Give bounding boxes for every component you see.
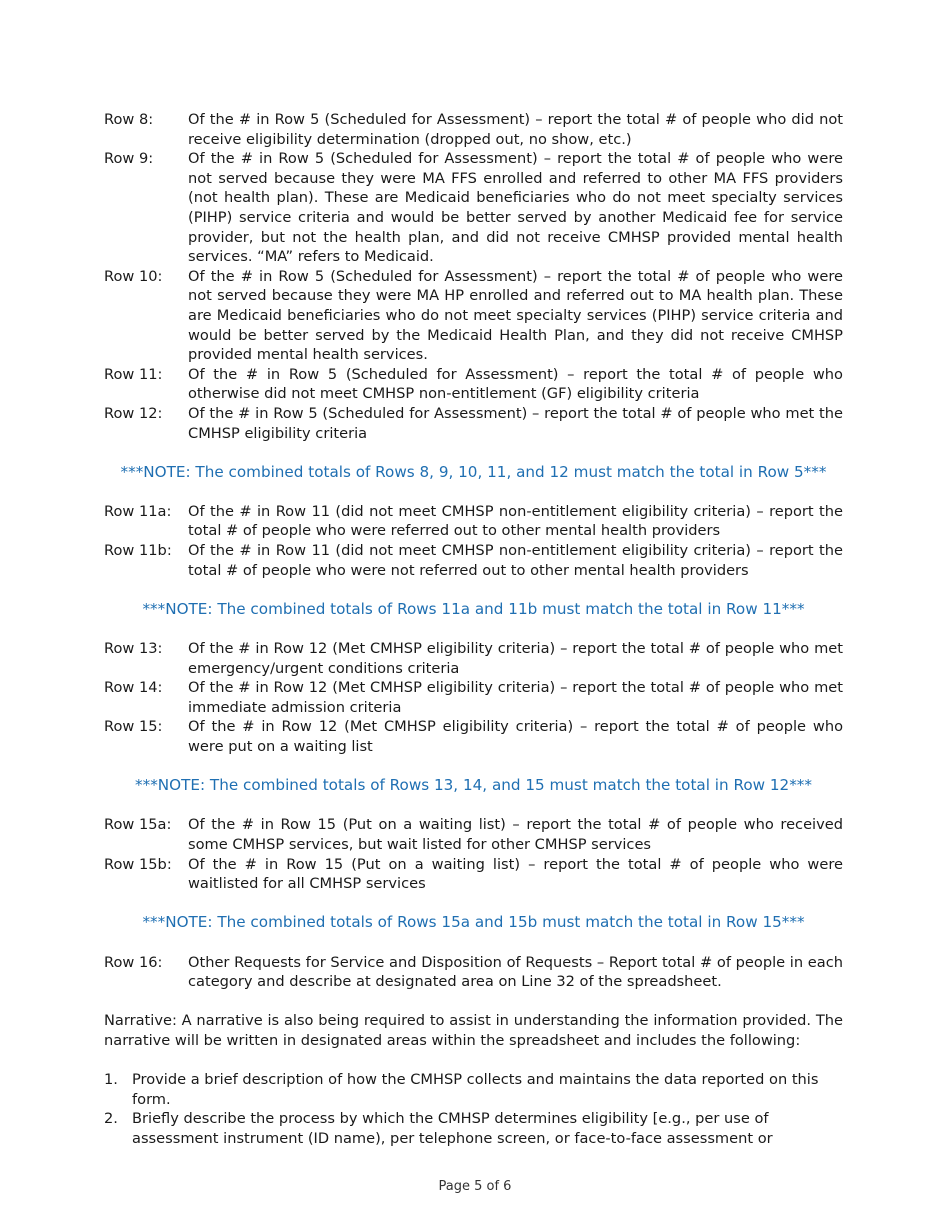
row-item [104,815,843,854]
list-text: Provide a brief description of how the CMHSP collects and maintains the data reported on this form. [132,1071,819,1108]
row-description: Of the # in Row 12 (Met CMHSP eligibility criteria) – report the total # of people who met immediate admission criteria [188,679,843,716]
row-description: Of the # in Row 12 (Met CMHSP eligibility criteria) – report the total # of people who were put on a waiting list [188,718,843,755]
row-description: Of the # in Row 5 (Scheduled for Assessment) – report the total # of people who were not served because they were MA HP enrolled and referred out to MA health plan. These are Medicaid beneficiaries who do not meet specialty services (PIHP) service criteria and would be better served by the Medicaid Health Plan, and they did not receive CMHSP provided mental health services. [188,267,843,364]
row-description: Of the # in Row 5 (Scheduled for Assessment) – report the total # of people who did not receive eligibility determination (dropped out, no show, etc.) [188,111,843,148]
row-label: Row 9: [104,150,154,168]
note-rows-11a-11b: ***NOTE: The combined totals of Rows 11a and 11b must match the total in Row 11*** [142,599,805,618]
list-text: Briefly describe the process by which the CMHSP determines eligibility [e.g., per use of assessment instrument (ID name), per telephone screen, or face-to-face assessment or [132,1110,773,1147]
page-number-footer: Page 5 of 6 [438,1179,512,1194]
row-label: Row 15b: [104,855,172,873]
list-number: 1. [104,1071,118,1089]
row-label: Row 12: [104,404,163,422]
narrative-paragraph: Narrative: A narrative is also being required to assist in understanding the information provided. The narrative will be written in designated areas within the spreadsheet and includes the following: [104,1012,843,1049]
row-label: Row 15a: [104,816,172,834]
row-item [104,404,843,443]
row-item [104,502,843,541]
document-page [104,110,843,1148]
row-item [104,717,843,756]
row-label: Row 13: [104,640,163,658]
note-rows-13-15: ***NOTE: The combined totals of Rows 13, 14, and 15 must match the total in Row 12*** [135,776,812,795]
row-label: Row 11: [104,365,163,383]
row-item [104,639,843,678]
row-description: Of the # in Row 11 (did not meet CMHSP non-entitlement eligibility criteria) – report the total # of people who were referred out to other mental health providers [188,502,843,540]
row-label: Row 16: [104,953,163,971]
row-description: Of the # in Row 5 (Scheduled for Assessment) – report the total # of people who were not served because they were MA FFS enrolled and referred to other MA FFS providers (not health plan). These are Medicaid beneficiaries who do not meet specialty services (PIHP) service criteria and would be better served by another Medicaid fee for service provider, but not the health plan, and did not receive CMHSP provided mental health services. “MA” refers to Medicaid. [188,150,843,266]
row-item [104,855,843,894]
note-rows-15a-15b: ***NOTE: The combined totals of Rows 15a and 15b must match the total in Row 15*** [142,913,805,932]
spacer [104,992,843,1012]
rows-group-4 [104,815,843,893]
row-label: Row 14: [104,679,163,697]
row-item [104,110,843,149]
row-description: Of the # in Row 5 (Scheduled for Assessment) – report the total # of people who otherwise did not meet CMHSP non-entitlement (GF) eligibility criteria [188,365,843,403]
row-item [104,365,843,404]
row-item [104,149,843,267]
row-item [104,953,843,992]
rows-group-5 [104,953,843,992]
row-description: Other Requests for Service and Disposition of Requests – Report total # of people in each category and describe at designated area on Line 32 of the spreadsheet. [188,953,843,991]
narrative-list [104,1070,843,1148]
row-label: Row 15: [104,718,163,736]
rows-group-3 [104,639,843,757]
row-description: Of the # in Row 15 (Put on a waiting list) – report the total # of people who were waitlisted for all CMHSP services [188,855,843,893]
row-label: Row 10: [104,267,163,285]
row-description: Of the # in Row 5 (Scheduled for Assessment) – report the total # of people who met the CMHSP eligibility criteria [188,404,843,442]
row-label: Row 11b: [104,542,172,560]
rows-group-2 [104,502,843,580]
row-item [104,267,843,365]
row-item [104,541,843,580]
row-description: Of the # in Row 12 (Met CMHSP eligibility criteria) – report the total # of people who met emergency/urgent conditions criteria [188,640,843,677]
row-item [104,678,843,717]
list-item [104,1109,843,1148]
list-item [104,1070,843,1109]
row-description: Of the # in Row 11 (did not meet CMHSP non-entitlement eligibility criteria) – report the total # of people who were not referred out to other mental health providers [188,542,843,579]
rows-group-1 [104,110,843,443]
list-number: 2. [104,1110,118,1128]
row-label: Row 11a: [104,502,172,520]
row-description: Of the # in Row 15 (Put on a waiting list) – report the total # of people who received some CMHSP services, but wait listed for other CMHSP services [188,816,843,853]
note-rows-8-12: ***NOTE: The combined totals of Rows 8, 9, 10, 11, and 12 must match the total in Row 5*** [120,462,827,481]
row-label: Row 8: [104,111,154,128]
